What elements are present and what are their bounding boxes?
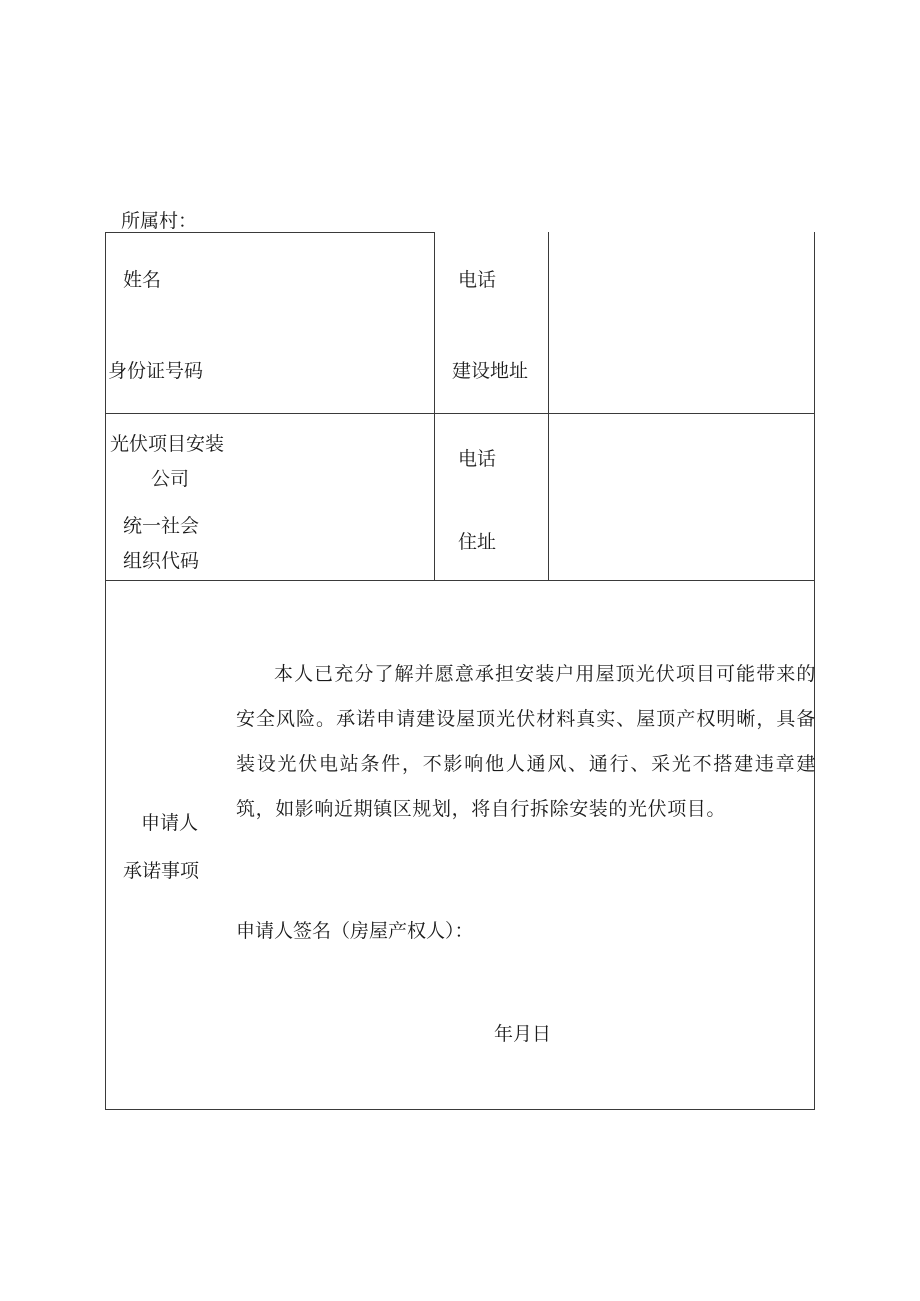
commitment-text: 本人已充分了解并愿意承担安装户用屋顶光伏项目可能带来的安全风险。承诺申请建设屋顶光伏材料真实、屋顶产权明晰，具备装设光伏电站条件，不影响他人通风、通行、采光不搭建违章建筑，如影响近期镇区规划，将自行拆除安装的光伏项目。: [236, 663, 816, 820]
applicant-id-label: 身份证号码: [108, 360, 204, 382]
company-code-label-line2: 组织代码: [123, 550, 200, 572]
row-divider-2: [105, 580, 815, 581]
column-divider-1: [434, 232, 435, 581]
company-name-label-line1: 光伏项目安装: [110, 433, 225, 455]
table-bottom-border: [105, 1109, 815, 1110]
applicant-name-label: 姓名: [123, 269, 162, 291]
table-top-border: [105, 232, 435, 233]
table-left-border: [105, 232, 106, 1110]
applicant-phone-label: 电话: [458, 269, 497, 291]
company-name-label-line2: 公司: [151, 468, 190, 490]
column-divider-2: [548, 232, 549, 581]
company-code-label-line1: 统一社会: [123, 515, 200, 537]
row-divider-1: [105, 413, 815, 414]
company-phone-label: 电话: [458, 448, 497, 470]
date-label: 年月日: [494, 1023, 552, 1045]
applicant-address-label: 建设地址: [452, 360, 529, 382]
commitment-label-line2: 承诺事项: [123, 860, 200, 882]
company-address-label: 住址: [458, 531, 497, 553]
village-label: 所属村：: [121, 210, 198, 232]
commitment-label-line1: 申请人: [141, 812, 199, 834]
signature-label: 申请人签名（房屋产权人）：: [236, 920, 474, 942]
